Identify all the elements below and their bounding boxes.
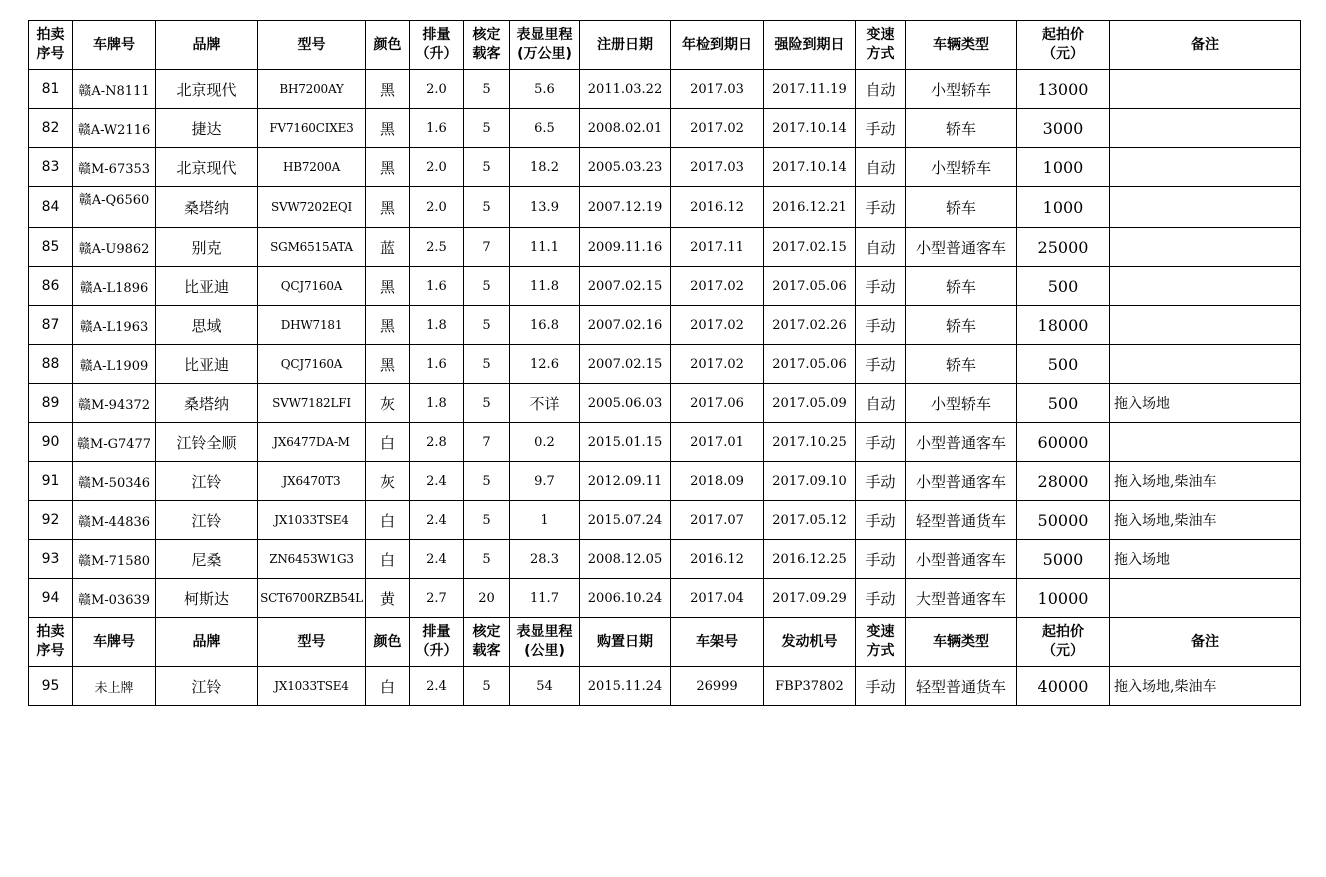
cell-brand: 尼桑: [156, 540, 258, 579]
cell-col-11: 2017.02.15: [764, 228, 856, 267]
cell-vehicle-type: 轻型普通货车: [906, 501, 1017, 540]
table-row: [29, 187, 1301, 228]
cell-col-10: 2017.07: [671, 501, 764, 540]
cell-color: 白: [366, 540, 410, 579]
header-remarks: 备注: [1110, 21, 1301, 70]
cell-brand: 捷达: [156, 109, 258, 148]
cell-plate-number: 赣A-U9862: [73, 228, 156, 267]
cell-col-11: 2017.10.25: [764, 423, 856, 462]
cell-remarks: [1110, 423, 1301, 462]
cell-seats: 5: [464, 501, 510, 540]
cell-color: 灰: [366, 384, 410, 423]
header-brand: 品牌: [156, 21, 258, 70]
table-row: [29, 423, 1301, 462]
cell-col-11: 2017.05.12: [764, 501, 856, 540]
cell-seats: 5: [464, 70, 510, 109]
cell-transmission: 手动: [856, 579, 906, 618]
header-col-10: 年检到期日: [671, 21, 764, 70]
cell-remarks: [1110, 187, 1301, 228]
cell-displacement: 1.8: [410, 306, 464, 345]
cell-remarks: [1110, 306, 1301, 345]
cell-transmission: 自动: [856, 148, 906, 187]
cell-remarks: 拖入场地: [1110, 540, 1301, 579]
header-vehicle-type: 车辆类型: [906, 618, 1017, 667]
cell-seats: 5: [464, 267, 510, 306]
cell-brand: 桑塔纳: [156, 384, 258, 423]
header-date: 注册日期: [580, 21, 671, 70]
cell-model: SCT6700RZB54L: [258, 579, 366, 618]
cell-date: 2011.03.22: [580, 70, 671, 109]
vehicle-auction-table: [28, 20, 1301, 706]
cell-displacement: 2.4: [410, 540, 464, 579]
cell-col-11: 2017.05.06: [764, 345, 856, 384]
cell-mileage: 28.3: [510, 540, 580, 579]
cell-remarks: [1110, 148, 1301, 187]
cell-lot-number: 95: [29, 667, 73, 706]
header-row: [29, 21, 1301, 70]
cell-col-10: 2017.01: [671, 423, 764, 462]
cell-starting-price: 28000: [1017, 462, 1110, 501]
cell-seats: 5: [464, 109, 510, 148]
cell-color: 蓝: [366, 228, 410, 267]
cell-vehicle-type: 轿车: [906, 267, 1017, 306]
cell-col-10: 2016.12: [671, 187, 764, 228]
header-model: 型号: [258, 21, 366, 70]
cell-plate-number: 赣M-G7477: [73, 423, 156, 462]
header-brand: 品牌: [156, 618, 258, 667]
cell-mileage: 18.2: [510, 148, 580, 187]
cell-transmission: 自动: [856, 70, 906, 109]
cell-transmission: 手动: [856, 109, 906, 148]
header-starting-price: 起拍价 （元）: [1017, 618, 1110, 667]
cell-lot-number: 83: [29, 148, 73, 187]
cell-vehicle-type: 大型普通客车: [906, 579, 1017, 618]
cell-lot-number: 86: [29, 267, 73, 306]
header-plate-number: 车牌号: [73, 21, 156, 70]
cell-model: SVW7202EQI: [258, 187, 366, 228]
header-displacement: 排量 （升）: [410, 21, 464, 70]
cell-vehicle-type: 小型轿车: [906, 148, 1017, 187]
cell-mileage: 54: [510, 667, 580, 706]
header-starting-price: 起拍价 （元）: [1017, 21, 1110, 70]
cell-color: 黑: [366, 148, 410, 187]
cell-vehicle-type: 小型普通客车: [906, 228, 1017, 267]
header-transmission: 变速 方式: [856, 618, 906, 667]
cell-vehicle-type: 轻型普通货车: [906, 667, 1017, 706]
cell-starting-price: 10000: [1017, 579, 1110, 618]
cell-col-11: FBP37802: [764, 667, 856, 706]
cell-mileage: 1: [510, 501, 580, 540]
table-row: [29, 306, 1301, 345]
cell-col-11: 2017.02.26: [764, 306, 856, 345]
cell-color: 白: [366, 501, 410, 540]
cell-model: HB7200A: [258, 148, 366, 187]
header-lot-number: 拍卖 序号: [29, 618, 73, 667]
cell-plate-number: 赣M-67353: [73, 148, 156, 187]
cell-color: 黑: [366, 109, 410, 148]
cell-remarks: [1110, 267, 1301, 306]
cell-model: QCJ7160A: [258, 267, 366, 306]
cell-model: JX6470T3: [258, 462, 366, 501]
cell-col-10: 2017.02: [671, 306, 764, 345]
cell-displacement: 1.6: [410, 267, 464, 306]
cell-starting-price: 60000: [1017, 423, 1110, 462]
cell-starting-price: 500: [1017, 384, 1110, 423]
cell-remarks: 拖入场地: [1110, 384, 1301, 423]
cell-starting-price: 500: [1017, 267, 1110, 306]
cell-col-11: 2016.12.21: [764, 187, 856, 228]
cell-date: 2005.06.03: [580, 384, 671, 423]
cell-mileage: 6.5: [510, 109, 580, 148]
cell-displacement: 2.4: [410, 462, 464, 501]
cell-lot-number: 87: [29, 306, 73, 345]
cell-remarks: 拖入场地,柴油车: [1110, 462, 1301, 501]
table-row: [29, 462, 1301, 501]
cell-mileage: 16.8: [510, 306, 580, 345]
cell-displacement: 2.0: [410, 148, 464, 187]
cell-displacement: 2.5: [410, 228, 464, 267]
table-row: [29, 267, 1301, 306]
cell-mileage: 不详: [510, 384, 580, 423]
cell-remarks: 拖入场地,柴油车: [1110, 667, 1301, 706]
cell-displacement: 1.6: [410, 345, 464, 384]
cell-col-10: 26999: [671, 667, 764, 706]
cell-plate-number: 赣M-94372: [73, 384, 156, 423]
cell-model: FV7160CIXE3: [258, 109, 366, 148]
cell-date: 2005.03.23: [580, 148, 671, 187]
cell-remarks: [1110, 70, 1301, 109]
cell-date: 2007.02.16: [580, 306, 671, 345]
cell-col-11: 2017.09.29: [764, 579, 856, 618]
cell-date: 2007.02.15: [580, 267, 671, 306]
cell-date: 2015.01.15: [580, 423, 671, 462]
header-color: 颜色: [366, 618, 410, 667]
cell-brand: 比亚迪: [156, 267, 258, 306]
cell-col-10: 2016.12: [671, 540, 764, 579]
cell-vehicle-type: 轿车: [906, 306, 1017, 345]
cell-starting-price: 13000: [1017, 70, 1110, 109]
cell-vehicle-type: 小型普通客车: [906, 462, 1017, 501]
cell-plate-number: 赣M-71580: [73, 540, 156, 579]
table-row: [29, 228, 1301, 267]
cell-col-11: 2017.05.09: [764, 384, 856, 423]
cell-col-11: 2017.10.14: [764, 148, 856, 187]
header-col-11: 发动机号: [764, 618, 856, 667]
cell-col-10: 2017.02: [671, 109, 764, 148]
cell-lot-number: 89: [29, 384, 73, 423]
cell-mileage: 9.7: [510, 462, 580, 501]
cell-lot-number: 81: [29, 70, 73, 109]
cell-transmission: 手动: [856, 501, 906, 540]
cell-plate-number: 赣A-L1909: [73, 345, 156, 384]
cell-date: 2015.07.24: [580, 501, 671, 540]
cell-remarks: [1110, 579, 1301, 618]
cell-transmission: 自动: [856, 384, 906, 423]
table-row: [29, 384, 1301, 423]
header-color: 颜色: [366, 21, 410, 70]
cell-transmission: 手动: [856, 345, 906, 384]
cell-seats: 5: [464, 462, 510, 501]
header-displacement: 排量 （升）: [410, 618, 464, 667]
cell-col-10: 2017.06: [671, 384, 764, 423]
cell-vehicle-type: 小型普通客车: [906, 540, 1017, 579]
table-row: [29, 109, 1301, 148]
cell-lot-number: 88: [29, 345, 73, 384]
table-row: [29, 501, 1301, 540]
cell-col-10: 2018.09: [671, 462, 764, 501]
table-row: [29, 579, 1301, 618]
cell-col-11: 2017.11.19: [764, 70, 856, 109]
header-transmission: 变速 方式: [856, 21, 906, 70]
cell-mileage: 13.9: [510, 187, 580, 228]
cell-starting-price: 1000: [1017, 148, 1110, 187]
cell-remarks: [1110, 345, 1301, 384]
cell-lot-number: 84: [29, 187, 73, 228]
cell-transmission: 手动: [856, 306, 906, 345]
cell-seats: 5: [464, 148, 510, 187]
cell-brand: 桑塔纳: [156, 187, 258, 228]
cell-mileage: 11.7: [510, 579, 580, 618]
cell-brand: 柯斯达: [156, 579, 258, 618]
cell-lot-number: 94: [29, 579, 73, 618]
cell-lot-number: 91: [29, 462, 73, 501]
cell-plate-number: 赣A-Q6560: [73, 187, 156, 228]
cell-displacement: 2.8: [410, 423, 464, 462]
cell-displacement: 2.0: [410, 70, 464, 109]
cell-transmission: 手动: [856, 267, 906, 306]
header-seats: 核定 载客: [464, 21, 510, 70]
cell-col-11: 2016.12.25: [764, 540, 856, 579]
table-row: [29, 345, 1301, 384]
cell-mileage: 11.1: [510, 228, 580, 267]
cell-col-10: 2017.02: [671, 345, 764, 384]
cell-starting-price: 1000: [1017, 187, 1110, 228]
cell-mileage: 5.6: [510, 70, 580, 109]
cell-transmission: 手动: [856, 187, 906, 228]
table-row: [29, 70, 1301, 109]
cell-starting-price: 50000: [1017, 501, 1110, 540]
cell-model: JX6477DA-M: [258, 423, 366, 462]
cell-seats: 20: [464, 579, 510, 618]
cell-model: SVW7182LFI: [258, 384, 366, 423]
cell-color: 黄: [366, 579, 410, 618]
cell-plate-number: 赣A-L1896: [73, 267, 156, 306]
cell-remarks: [1110, 228, 1301, 267]
cell-date: 2007.12.19: [580, 187, 671, 228]
cell-brand: 江铃全顺: [156, 423, 258, 462]
cell-plate-number: 赣M-50346: [73, 462, 156, 501]
cell-transmission: 手动: [856, 667, 906, 706]
cell-plate-number: 赣M-03639: [73, 579, 156, 618]
table-row: [29, 148, 1301, 187]
cell-color: 黑: [366, 267, 410, 306]
cell-model: DHW7181: [258, 306, 366, 345]
cell-displacement: 2.4: [410, 667, 464, 706]
cell-col-10: 2017.02: [671, 267, 764, 306]
header-lot-number: 拍卖 序号: [29, 21, 73, 70]
cell-brand: 北京现代: [156, 148, 258, 187]
cell-starting-price: 25000: [1017, 228, 1110, 267]
header-plate-number: 车牌号: [73, 618, 156, 667]
cell-date: 2008.12.05: [580, 540, 671, 579]
cell-seats: 5: [464, 306, 510, 345]
cell-color: 黑: [366, 345, 410, 384]
cell-model: SGM6515ATA: [258, 228, 366, 267]
cell-model: BH7200AY: [258, 70, 366, 109]
cell-transmission: 手动: [856, 423, 906, 462]
cell-starting-price: 18000: [1017, 306, 1110, 345]
cell-color: 黑: [366, 306, 410, 345]
cell-model: QCJ7160A: [258, 345, 366, 384]
cell-brand: 北京现代: [156, 70, 258, 109]
cell-seats: 7: [464, 423, 510, 462]
cell-mileage: 12.6: [510, 345, 580, 384]
cell-seats: 5: [464, 384, 510, 423]
cell-lot-number: 93: [29, 540, 73, 579]
cell-brand: 江铃: [156, 462, 258, 501]
cell-color: 黑: [366, 187, 410, 228]
header-col-11: 强险到期日: [764, 21, 856, 70]
header-date: 购置日期: [580, 618, 671, 667]
cell-col-10: 2017.03: [671, 148, 764, 187]
cell-plate-number: 赣M-44836: [73, 501, 156, 540]
cell-remarks: 拖入场地,柴油车: [1110, 501, 1301, 540]
header-mileage: 表显里程 (万公里): [510, 21, 580, 70]
cell-vehicle-type: 小型普通客车: [906, 423, 1017, 462]
cell-displacement: 2.7: [410, 579, 464, 618]
header-row: [29, 618, 1301, 667]
cell-col-11: 2017.10.14: [764, 109, 856, 148]
cell-plate-number: 未上牌: [73, 667, 156, 706]
cell-transmission: 手动: [856, 462, 906, 501]
cell-col-11: 2017.09.10: [764, 462, 856, 501]
cell-color: 灰: [366, 462, 410, 501]
cell-col-10: 2017.11: [671, 228, 764, 267]
table-row: [29, 667, 1301, 706]
cell-mileage: 0.2: [510, 423, 580, 462]
header-model: 型号: [258, 618, 366, 667]
header-vehicle-type: 车辆类型: [906, 21, 1017, 70]
cell-col-10: 2017.03: [671, 70, 764, 109]
cell-date: 2015.11.24: [580, 667, 671, 706]
cell-color: 黑: [366, 70, 410, 109]
table-row: [29, 540, 1301, 579]
cell-color: 白: [366, 667, 410, 706]
cell-displacement: 1.6: [410, 109, 464, 148]
cell-model: JX1033TSE4: [258, 667, 366, 706]
cell-vehicle-type: 小型轿车: [906, 384, 1017, 423]
cell-col-11: 2017.05.06: [764, 267, 856, 306]
cell-transmission: 自动: [856, 228, 906, 267]
cell-brand: 别克: [156, 228, 258, 267]
cell-date: 2012.09.11: [580, 462, 671, 501]
cell-remarks: [1110, 109, 1301, 148]
cell-seats: 5: [464, 187, 510, 228]
cell-lot-number: 85: [29, 228, 73, 267]
cell-lot-number: 92: [29, 501, 73, 540]
cell-starting-price: 500: [1017, 345, 1110, 384]
header-mileage: 表显里程 (公里): [510, 618, 580, 667]
cell-brand: 江铃: [156, 667, 258, 706]
header-remarks: 备注: [1110, 618, 1301, 667]
cell-displacement: 2.4: [410, 501, 464, 540]
cell-brand: 比亚迪: [156, 345, 258, 384]
cell-lot-number: 90: [29, 423, 73, 462]
cell-starting-price: 3000: [1017, 109, 1110, 148]
cell-displacement: 1.8: [410, 384, 464, 423]
cell-plate-number: 赣A-W2116: [73, 109, 156, 148]
cell-date: 2008.02.01: [580, 109, 671, 148]
cell-brand: 思域: [156, 306, 258, 345]
cell-seats: 5: [464, 345, 510, 384]
cell-displacement: 2.0: [410, 187, 464, 228]
cell-seats: 7: [464, 228, 510, 267]
cell-brand: 江铃: [156, 501, 258, 540]
cell-seats: 5: [464, 540, 510, 579]
cell-date: 2006.10.24: [580, 579, 671, 618]
cell-date: 2009.11.16: [580, 228, 671, 267]
cell-vehicle-type: 轿车: [906, 187, 1017, 228]
cell-date: 2007.02.15: [580, 345, 671, 384]
cell-transmission: 手动: [856, 540, 906, 579]
cell-starting-price: 40000: [1017, 667, 1110, 706]
cell-vehicle-type: 轿车: [906, 345, 1017, 384]
cell-vehicle-type: 小型轿车: [906, 70, 1017, 109]
cell-model: JX1033TSE4: [258, 501, 366, 540]
cell-vehicle-type: 轿车: [906, 109, 1017, 148]
cell-plate-number: 赣A-N8111: [73, 70, 156, 109]
header-seats: 核定 载客: [464, 618, 510, 667]
cell-lot-number: 82: [29, 109, 73, 148]
cell-plate-number: 赣A-L1963: [73, 306, 156, 345]
cell-seats: 5: [464, 667, 510, 706]
cell-color: 白: [366, 423, 410, 462]
cell-col-10: 2017.04: [671, 579, 764, 618]
cell-mileage: 11.8: [510, 267, 580, 306]
header-col-10: 车架号: [671, 618, 764, 667]
cell-model: ZN6453W1G3: [258, 540, 366, 579]
cell-starting-price: 5000: [1017, 540, 1110, 579]
